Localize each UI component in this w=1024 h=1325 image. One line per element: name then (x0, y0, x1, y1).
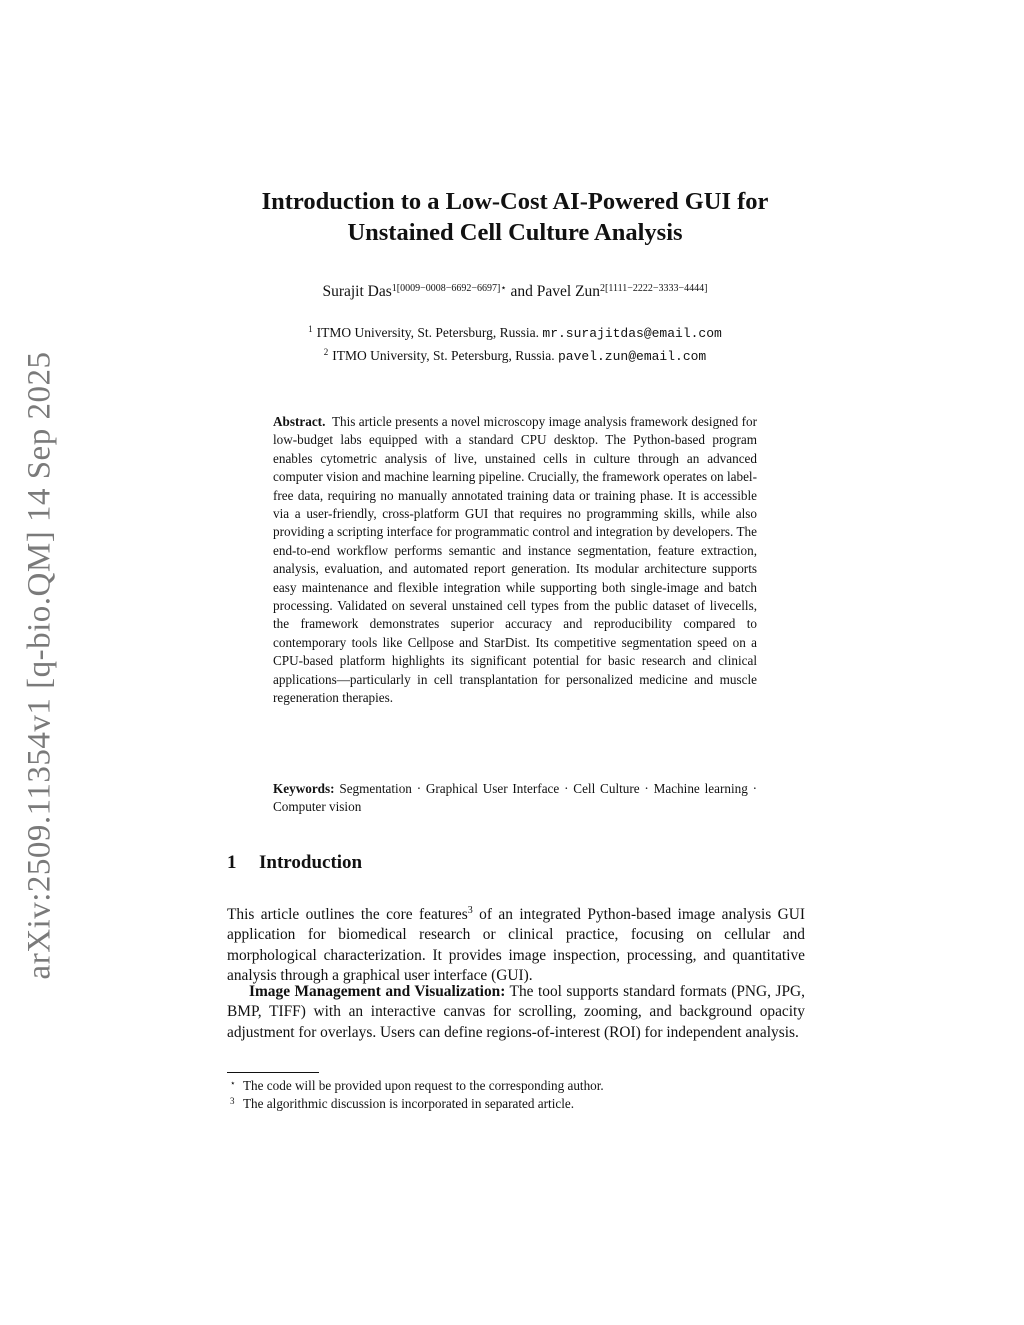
paragraph-text: The tool supports standard formats (PNG, JPG, BMP, TIFF) with an interactive canvas for scrolling, zooming, and background opacity adjustment for overlays. Users can define regions-of-interest (ROI) for independent analysis. (227, 983, 805, 1041)
abstract (273, 413, 757, 708)
paper-title (200, 186, 830, 248)
affiliation-text: ITMO University, St. Petersburg, Russia. (332, 348, 555, 363)
arxiv-identifier: arXiv:2509.11354v1 [q-bio.QM] 14 Sep 2025 (21, 351, 58, 979)
footnote-mark: ⋆ (230, 1078, 236, 1088)
keywords-text: Segmentation · Graphical User Interface · Cell Culture · Machine learning · Computer vision (273, 781, 757, 815)
affiliation-2 (200, 343, 830, 366)
footnote-2 (227, 1095, 805, 1113)
arxiv-side-stamp (18, 345, 62, 985)
author-name: Surajit Das (322, 283, 392, 300)
affiliation-1 (200, 320, 830, 343)
paragraph-run-in-heading: Image Management and Visualization: (249, 983, 506, 1000)
footnote-ref[interactable]: 3 (467, 905, 473, 916)
footnote-1 (227, 1077, 805, 1095)
section-heading (227, 852, 362, 874)
abstract-text: This article presents a novel microscopy image analysis framework designed for low-budget labs equipped with a standard CPU desktop. The Python-based program enables cytometric analysis of live, unstained cells in culture through an advanced computer vision and machine learning pipeline. Crucially, the framework operates on label-free data, requiring no manually annotated training data or training phase. It is accessible via a user-friendly, cross-platform GUI that requires no programming skills, while also providing a scripting interface for programmatic control and integration by developers. The end-to-end workflow performs semantic and instance segmentation, feature extraction, analysis, evaluation, and automated report generation. Its modular architecture supports easy maintenance and flexible integration while supporting both single-image and batch processing. Validated on several unstained cell types from the public dataset of livecells, the framework demonstrates superior accuracy and reproducibility compared to contemporary tools like Cellpose and StarDist. Its competitive segmentation speed on a CPU-based platform highlights its significant potential for basic research and clinical applications—particularly in cell transplantation for personalized medicine and muscle regeneration therapies. (273, 414, 758, 706)
author-orcid: 2[1111−2222−3333−4444] (600, 283, 708, 294)
keywords (273, 780, 757, 817)
paragraph-text: of an integrated Python-based image analysis GUI application for biomedical research or clinical practice, focusing on cellular and morphological characterization. It provides image inspection, processing, and quantitative analysis through a graphical user interface (GUI). (227, 906, 806, 984)
section-number: 1 (227, 852, 237, 873)
author-list (200, 283, 830, 301)
affiliation-mark: 1 (308, 324, 313, 334)
affiliation-mark: 2 (323, 347, 329, 357)
footnote-text: The code will be provided upon request to the corresponding author. (243, 1078, 604, 1093)
intro-paragraph-1 (227, 901, 805, 986)
affiliations (200, 320, 830, 366)
affiliation-text: ITMO University, St. Petersburg, Russia. (316, 325, 540, 340)
footnote-mark: 3 (230, 1096, 235, 1106)
author-orcid: 1[0009−0008−6692−6697]⋆ (391, 283, 507, 294)
footnote-text: The algorithmic discussion is incorporated in separated article. (243, 1096, 575, 1111)
title-line-2: Unstained Cell Culture Analysis (347, 219, 683, 246)
section-title: Introduction (259, 852, 363, 873)
paragraph-text: This article outlines the core features (227, 906, 468, 923)
keywords-label: Keywords: (273, 781, 335, 796)
footnotes (227, 1077, 805, 1113)
affiliation-email[interactable]: mr.surajitdas@email.com (542, 326, 722, 341)
affiliation-email[interactable]: pavel.zun@email.com (558, 349, 707, 364)
abstract-label: Abstract. (273, 414, 326, 429)
intro-paragraph-2 (227, 982, 805, 1043)
author-name: Pavel Zun (536, 283, 601, 300)
title-line-1: Introduction to a Low-Cost AI-Powered GUI for (261, 188, 769, 215)
author-connector: and (506, 283, 537, 300)
footnote-divider (227, 1072, 319, 1073)
